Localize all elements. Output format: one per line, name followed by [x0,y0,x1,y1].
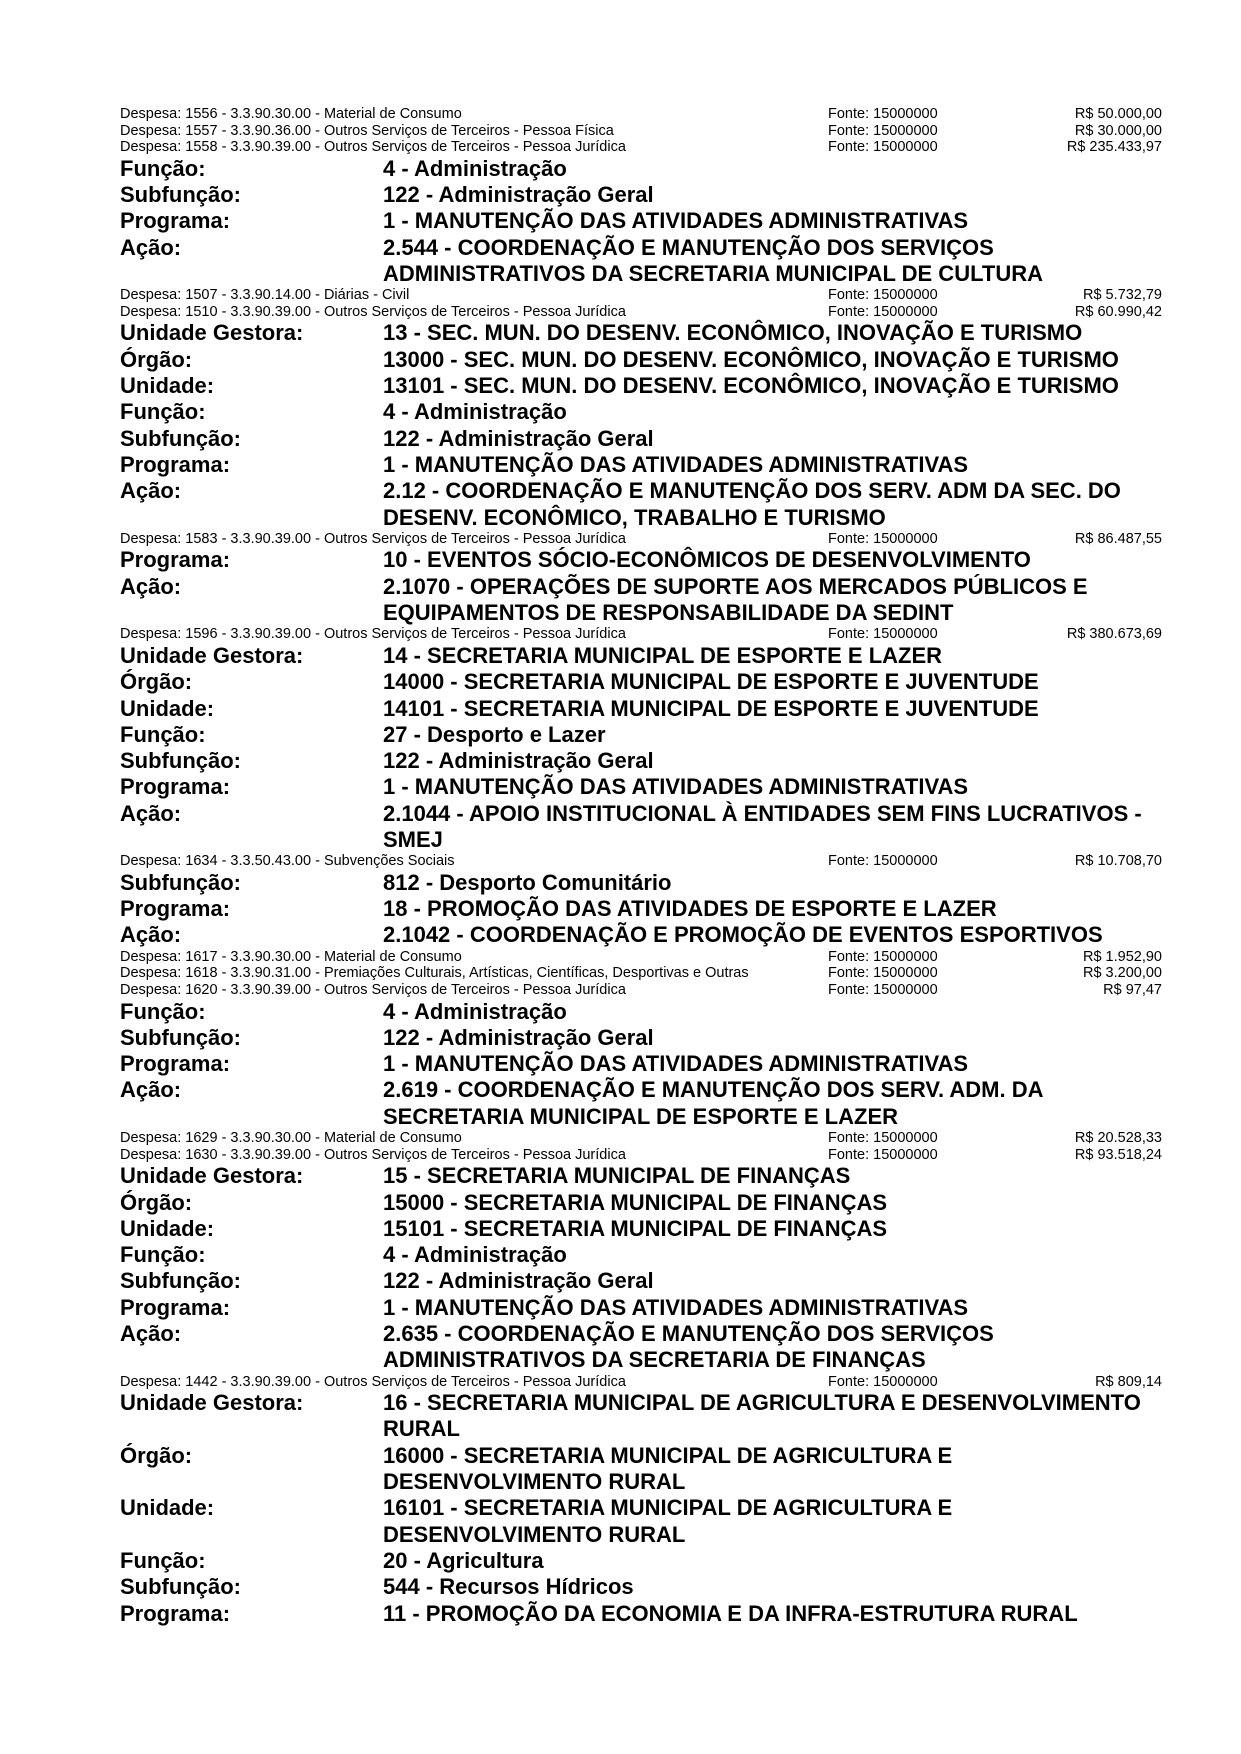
classification-label: Ação: [120,234,182,260]
expense-source: Fonte: 15000000 [828,981,938,998]
expense-description: Despesa: 1557 - 3.3.90.36.00 - Outros Serviços de Terceiros - Pessoa Física [120,122,614,139]
expense-source: Fonte: 15000000 [828,530,938,547]
classification-label: Órgão: [120,1442,193,1468]
expense-source: Fonte: 15000000 [828,139,938,156]
classification-row [120,182,1162,208]
expense-row [120,106,1162,123]
classification-label: Subfunção: [120,425,241,451]
expense-source: Fonte: 15000000 [828,626,938,643]
classification-label: Ação: [120,1321,182,1346]
classification-label: Subfunção: [120,1268,241,1294]
expense-amount: R$ 30.000,00 [1074,122,1162,139]
classification-row [120,1574,1162,1600]
classification-value: 14000 - SECRETARIA MUNICIPAL DE ESPORTE E JUVENTUDE [383,669,1039,695]
classification-row [120,547,1162,573]
expense-amount: R$ 3.200,00 [1082,965,1162,982]
classification-value: 13101 - SEC. MUN. DO DESENV. ECONÔMICO, INOVAÇÃO E TURISMO [383,373,1119,399]
classification-value: 544 - Recursos Hídricos [383,1574,634,1600]
classification-value: 20 - Agricultura [383,1547,544,1573]
classification-row [120,1242,1162,1268]
classification-label: Subfunção: [120,869,241,895]
expense-source: Fonte: 15000000 [828,853,938,870]
classification-label: Função: [120,1547,206,1573]
classification-value: 1 - MANUTENÇÃO DAS ATIVIDADES ADMINISTRATIVAS [383,451,969,477]
classification-label: Programa: [120,1051,231,1077]
classification-label: Subfunção: [120,1574,241,1600]
expense-source: Fonte: 15000000 [828,287,938,304]
classification-label: Unidade: [120,695,215,721]
expense-source: Fonte: 15000000 [828,303,938,320]
classification-row [120,452,1162,478]
classification-value: 1 - MANUTENÇÃO DAS ATIVIDADES ADMINISTRATIVAS [383,1294,969,1320]
classification-label: Função: [120,721,206,747]
classification-value: 15 - SECRETARIA MUNICIPAL DE FINANÇAS [383,1163,851,1189]
classification-value: 2.1044 - APOIO INSTITUCIONAL À ENTIDADES SEM FINS LUCRATIVOS - SMEJ [383,800,1142,852]
classification-row [120,1163,1162,1189]
expense-description: Despesa: 1558 - 3.3.90.39.00 - Outros Serviços de Terceiros - Pessoa Jurídica [120,139,626,156]
classification-label: Ação: [120,800,182,826]
classification-value: 27 - Desporto e Lazer [383,721,606,747]
classification-row [120,1077,1162,1130]
classification-row [120,696,1162,722]
classification-row [120,1443,1162,1496]
expense-description: Despesa: 1630 - 3.3.90.39.00 - Outros Serviços de Terceiros - Pessoa Jurídica [120,1146,626,1163]
classification-value: 812 - Desporto Comunitário [383,869,672,895]
classification-row [120,574,1162,627]
classification-row [120,999,1162,1025]
classification-label: Órgão: [120,669,193,695]
expense-row [120,1374,1162,1391]
classification-value: 2.1070 - OPERAÇÕES DE SUPORTE AOS MERCADOS PÚBLICOS E EQUIPAMENTOS DE RESPONSABILIDADE DA SEDINT [383,573,1088,626]
classification-row [120,426,1162,452]
classification-label: Unidade: [120,1495,215,1521]
expense-row [120,304,1162,321]
classification-label: Função: [120,399,206,425]
classification-label: Função: [120,1242,206,1268]
expense-source: Fonte: 15000000 [828,948,938,965]
classification-value: 4 - Administração [383,399,567,425]
expense-amount: R$ 809,14 [1095,1373,1162,1390]
classification-value: 15101 - SECRETARIA MUNICIPAL DE FINANÇAS [383,1215,888,1241]
classification-value: 18 - PROMOÇÃO DAS ATIVIDADES DE ESPORTE E LAZER [383,896,997,922]
classification-label: Programa: [120,451,231,477]
classification-label: Ação: [120,922,182,948]
classification-label: Órgão: [120,1189,193,1215]
classification-row [120,1190,1162,1216]
classification-value: 122 - Administração Geral [383,1024,654,1050]
expense-row [120,1130,1162,1147]
document-page [120,106,1162,1627]
classification-row [120,801,1162,854]
classification-row [120,1025,1162,1051]
classification-label: Ação: [120,573,182,599]
classification-row [120,1051,1162,1077]
classification-value: 11 - PROMOÇÃO DA ECONOMIA E DA INFRA-ESTRUTURA RURAL [383,1600,1078,1626]
expense-description: Despesa: 1507 - 3.3.90.14.00 - Diárias - Civil [120,287,410,304]
classification-row [120,156,1162,182]
classification-label: Unidade Gestora: [120,1390,304,1416]
expense-source: Fonte: 15000000 [828,965,938,982]
classification-label: Subfunção: [120,1024,241,1050]
expense-source: Fonte: 15000000 [828,122,938,139]
expense-row [120,853,1162,870]
classification-value: 13000 - SEC. MUN. DO DESENV. ECONÔMICO, INOVAÇÃO E TURISMO [383,346,1119,372]
classification-value: 1 - MANUTENÇÃO DAS ATIVIDADES ADMINISTRATIVAS [383,1051,969,1077]
classification-value: 16 - SECRETARIA MUNICIPAL DE AGRICULTURA E DESENVOLVIMENTO RURAL [383,1390,1141,1442]
classification-value: 122 - Administração Geral [383,1268,654,1294]
classification-label: Unidade Gestora: [120,642,304,668]
expense-description: Despesa: 1629 - 3.3.90.30.00 - Material de Consumo [120,1130,462,1147]
classification-row [120,347,1162,373]
classification-value: 2.12 - COORDENAÇÃO E MANUTENÇÃO DOS SERV. ADM DA SEC. DO DESENV. ECONÔMICO, TRABALHO E TURISMO [383,478,1121,530]
classification-label: Programa: [120,1294,231,1320]
classification-row [120,1216,1162,1242]
classification-value: 122 - Administração Geral [383,182,654,208]
classification-label: Função: [120,155,206,181]
expense-description: Despesa: 1442 - 3.3.90.39.00 - Outros Serviços de Terceiros - Pessoa Jurídica [120,1373,626,1390]
expense-row [120,1147,1162,1164]
expense-source: Fonte: 15000000 [828,1130,938,1147]
expense-amount: R$ 20.528,33 [1074,1130,1162,1147]
expense-amount: R$ 1.952,90 [1082,948,1162,965]
classification-value: 4 - Administração [383,155,567,181]
expense-row [120,982,1162,999]
expense-row [120,287,1162,304]
expense-description: Despesa: 1620 - 3.3.90.39.00 - Outros Serviços de Terceiros - Pessoa Jurídica [120,981,626,998]
classification-value: 1 - MANUTENÇÃO DAS ATIVIDADES ADMINISTRATIVAS [383,208,969,234]
classification-row [120,669,1162,695]
expense-description: Despesa: 1618 - 3.3.90.31.00 - Premiações Culturais, Artísticas, Científicas, Desportivas e Outras [120,965,749,982]
classification-value: 14101 - SECRETARIA MUNICIPAL DE ESPORTE E JUVENTUDE [383,695,1039,721]
classification-row [120,870,1162,896]
expense-amount: R$ 50.000,00 [1074,106,1162,122]
classification-value: 15000 - SECRETARIA MUNICIPAL DE FINANÇAS [383,1189,888,1215]
classification-row [120,922,1162,948]
classification-row [120,748,1162,774]
expense-description: Despesa: 1617 - 3.3.90.30.00 - Material de Consumo [120,948,462,965]
classification-label: Ação: [120,1077,182,1103]
classification-value: 2.1042 - COORDENAÇÃO E PROMOÇÃO DE EVENTOS ESPORTIVOS [383,922,1103,948]
classification-label: Programa: [120,1600,231,1626]
expense-description: Despesa: 1583 - 3.3.90.39.00 - Outros Serviços de Terceiros - Pessoa Jurídica [120,530,626,547]
classification-value: 14 - SECRETARIA MUNICIPAL DE ESPORTE E LAZER [383,642,943,668]
classification-row [120,896,1162,922]
classification-row [120,1548,1162,1574]
expense-description: Despesa: 1596 - 3.3.90.39.00 - Outros Serviços de Terceiros - Pessoa Jurídica [120,626,626,643]
classification-row [120,1295,1162,1321]
classification-row [120,1601,1162,1627]
expense-source: Fonte: 15000000 [828,106,938,122]
expense-amount: R$ 10.708,70 [1074,853,1162,870]
classification-label: Programa: [120,896,231,922]
expense-amount: R$ 235.433,97 [1066,139,1162,156]
classification-value: 16000 - SECRETARIA MUNICIPAL DE AGRICULTURA E DESENVOLVIMENTO RURAL [383,1442,953,1495]
classification-value: 2.635 - COORDENAÇÃO E MANUTENÇÃO DOS SERVIÇOS ADMINISTRATIVOS DA SECRETARIA DE FINANÇAS [383,1321,994,1373]
classification-row [120,235,1162,288]
classification-row [120,399,1162,425]
expense-amount: R$ 97,47 [1103,981,1162,998]
expense-source: Fonte: 15000000 [828,1373,938,1390]
expense-row [120,965,1162,982]
classification-label: Ação: [120,478,182,504]
expense-row [120,139,1162,156]
classification-label: Unidade Gestora: [120,320,304,346]
expense-description: Despesa: 1510 - 3.3.90.39.00 - Outros Serviços de Terceiros - Pessoa Jurídica [120,303,626,320]
classification-value: 4 - Administração [383,1242,567,1268]
expense-amount: R$ 93.518,24 [1074,1146,1162,1163]
classification-value: 122 - Administração Geral [383,748,654,774]
classification-label: Unidade: [120,373,215,399]
classification-row [120,722,1162,748]
expense-row [120,949,1162,966]
expense-amount: R$ 86.487,55 [1074,530,1162,547]
classification-row [120,208,1162,234]
classification-row [120,1268,1162,1294]
classification-label: Unidade: [120,1215,215,1241]
expense-amount: R$ 60.990,42 [1074,303,1162,320]
classification-row [120,320,1162,346]
classification-row [120,373,1162,399]
expense-amount: R$ 5.732,79 [1082,287,1162,304]
expense-row [120,123,1162,140]
classification-label: Subfunção: [120,748,241,774]
classification-value: 1 - MANUTENÇÃO DAS ATIVIDADES ADMINISTRATIVAS [383,774,969,800]
classification-label: Unidade Gestora: [120,1163,304,1189]
classification-value: 16101 - SECRETARIA MUNICIPAL DE AGRICULTURA E DESENVOLVIMENTO RURAL [383,1495,953,1547]
classification-label: Órgão: [120,346,193,372]
classification-row [120,478,1162,531]
classification-label: Programa: [120,774,231,800]
classification-row [120,1321,1162,1374]
classification-label: Programa: [120,208,231,234]
classification-row [120,1495,1162,1548]
expense-description: Despesa: 1556 - 3.3.90.30.00 - Material de Consumo [120,106,462,122]
classification-value: 13 - SEC. MUN. DO DESENV. ECONÔMICO, INOVAÇÃO E TURISMO [383,320,1083,346]
classification-value: 4 - Administração [383,998,567,1024]
expense-description: Despesa: 1634 - 3.3.50.43.00 - Subvenções Sociais [120,853,455,870]
classification-label: Programa: [120,547,231,573]
expense-row [120,626,1162,643]
classification-label: Subfunção: [120,182,241,208]
classification-value: 10 - EVENTOS SÓCIO-ECONÔMICOS DE DESENVOLVIMENTO [383,547,1031,573]
classification-value: 122 - Administração Geral [383,425,654,451]
expense-source: Fonte: 15000000 [828,1146,938,1163]
classification-row [120,1390,1162,1443]
expense-row [120,531,1162,548]
classification-label: Função: [120,998,206,1024]
expense-amount: R$ 380.673,69 [1066,626,1162,643]
classification-value: 2.619 - COORDENAÇÃO E MANUTENÇÃO DOS SERV. ADM. DA SECRETARIA MUNICIPAL DE ESPORTE E LAZER [383,1077,1043,1129]
classification-row [120,643,1162,669]
classification-value: 2.544 - COORDENAÇÃO E MANUTENÇÃO DOS SERVIÇOS ADMINISTRATIVOS DA SECRETARIA MUNICIPAL DE CULTURA [383,234,1043,286]
classification-row [120,774,1162,800]
